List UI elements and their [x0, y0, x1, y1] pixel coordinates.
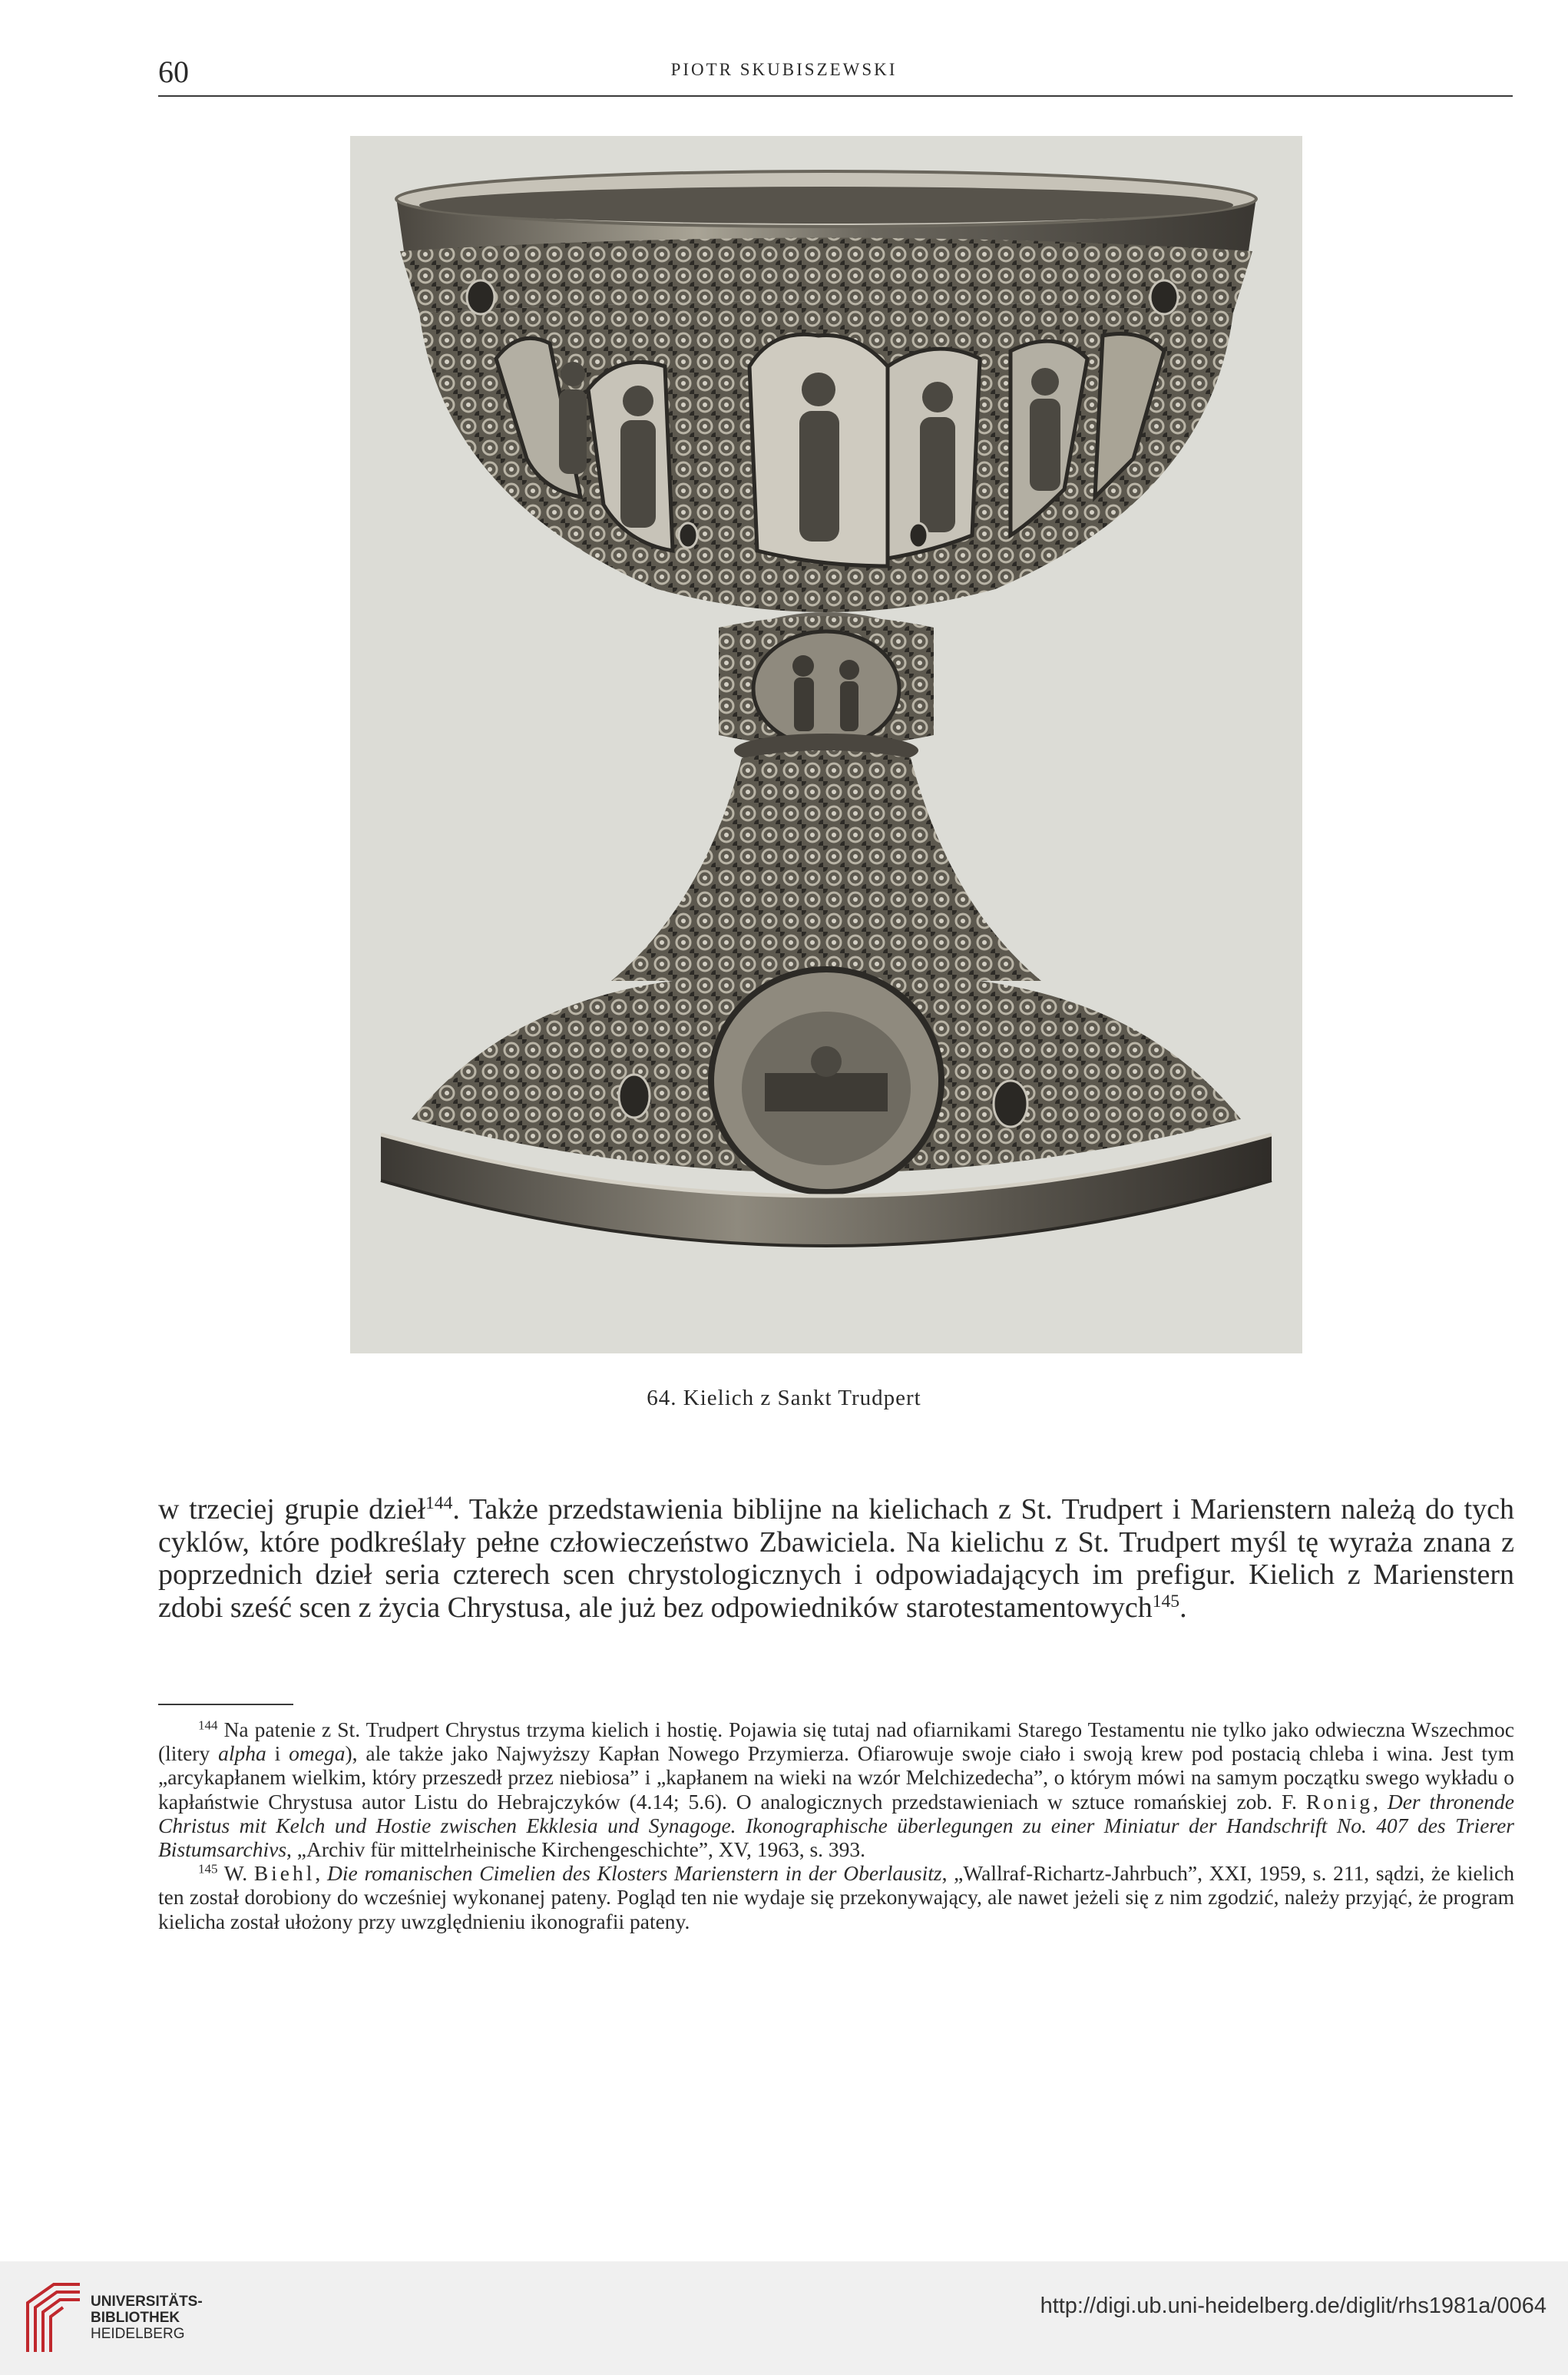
header-rule	[158, 95, 1513, 97]
footnote-text: , „Wallraf-Richartz-Jahrbuch”, XXI, 1959, s. 211, sądzi, że kielich ten został dorobiony do wcześniej wykonanej pateny. Pogląd ten nie wydaje się przekonywający, ale nawet jeżeli się z nim zgodzić, należy przyjąć, że program kielicha został ułożony przy uwzględnieniu ikonografii pateny.	[158, 1861, 1514, 1933]
figure-caption: 64. Kielich z Sankt Trudpert	[647, 1386, 921, 1410]
footnote-italic: alpha	[218, 1741, 266, 1766]
body-text-start: w trzeciej grupie dzieł	[158, 1493, 426, 1525]
footnote-title: Die romanischen Cimelien des Klosters Marienstern in der Oberlausitz	[327, 1861, 942, 1886]
footnote-text: ), ale także jako Najwyższy Kapłan Nowego Przymierza. Ofiarowuje swoje ciało i swoją krew pod postacią chleba i wina. Jest tym „arcykapłanem wielkim, który przeszedł przez niebiosa” i „kapłanem na wieki na wzór Melchizedecha”, o którym mówi na samym początku swego wykładu o kapłaństwie Chrystusa autor Listu do Hebrajczyków (4.14; 5.6). O analogicznych przedstawieniach w sztuce romańskiej zob. F.	[158, 1741, 1514, 1814]
source-url-link[interactable]: http://digi.ub.uni-heidelberg.de/diglit/rhs1981a/0064	[1040, 2294, 1546, 2318]
footnotes	[158, 1717, 1514, 1933]
library-logo-icon	[23, 2280, 84, 2357]
library-name-line: HEIDELBERG	[91, 2326, 185, 2342]
footnote-145	[158, 1861, 1514, 1933]
library-name-line: UNIVERSITÄTS-	[91, 2294, 203, 2310]
footnote-text: i	[266, 1741, 289, 1766]
running-title: PIOTR SKUBISZEWSKI	[670, 60, 898, 79]
footnote-author: Biehl	[253, 1861, 316, 1886]
footnote-144	[158, 1717, 1514, 1861]
body-paragraph	[158, 1493, 1514, 1624]
footnote-ref-145: 145	[1152, 1591, 1180, 1611]
chalice-illustration	[350, 136, 1302, 1353]
footnote-text: , „Archiv für mittelrheinische Kirchengeschichte”, XV, 1963, s. 393.	[286, 1837, 866, 1862]
page-number: 60	[158, 55, 189, 89]
footnote-text: W.	[223, 1861, 254, 1886]
footnote-text: ,	[315, 1861, 328, 1886]
footnote-number: 144	[198, 1717, 218, 1733]
footnote-text: ,	[1373, 1789, 1388, 1814]
body-text-end: .	[1179, 1591, 1187, 1624]
footnote-author: Ronig	[1305, 1789, 1374, 1814]
footnote-text: Na patenie z St. Trudpert Chrystus trzyma kielich i hostię. Pojawia się tutaj nad ofiarnikami Starego Testamentu nie tylko jako odwieczna Wszechmoc (litery	[158, 1717, 1515, 1766]
library-name	[91, 2294, 203, 2342]
digitization-footer	[0, 2261, 1568, 2375]
body-text-middle: . Także przedstawienia biblijne na kielichach z St. Trudpert i Marienstern należą do tych cyklów, które podkreślały pełne człowieczeństwo Zbawiciela. Na kielichu z St. Trudpert myśl tę wyraża znana z poprzednich dzieł seria czterech scen chrystologicznych i odpowiadających im prefigur. Kielich z Marienstern zdobi sześć scen z życia Chrystusa, ale już bez odpowiedników starotestamentowych	[158, 1493, 1514, 1624]
footnote-rule	[158, 1704, 293, 1705]
footnote-ref-144: 144	[425, 1493, 453, 1514]
footnote-number: 145	[198, 1861, 218, 1876]
footnote-title: Der thronende Christus mit Kelch und Hostie zwischen Ekklesia und Synagoge. Ikonographische überlegungen zu einer Miniatur der Handschrift No. 407 des Trierer Bistumsarchivs	[158, 1789, 1514, 1862]
chalice-photograph	[350, 136, 1302, 1353]
footnote-italic: omega	[289, 1741, 346, 1766]
library-name-line: BIBLIOTHEK	[91, 2310, 180, 2326]
